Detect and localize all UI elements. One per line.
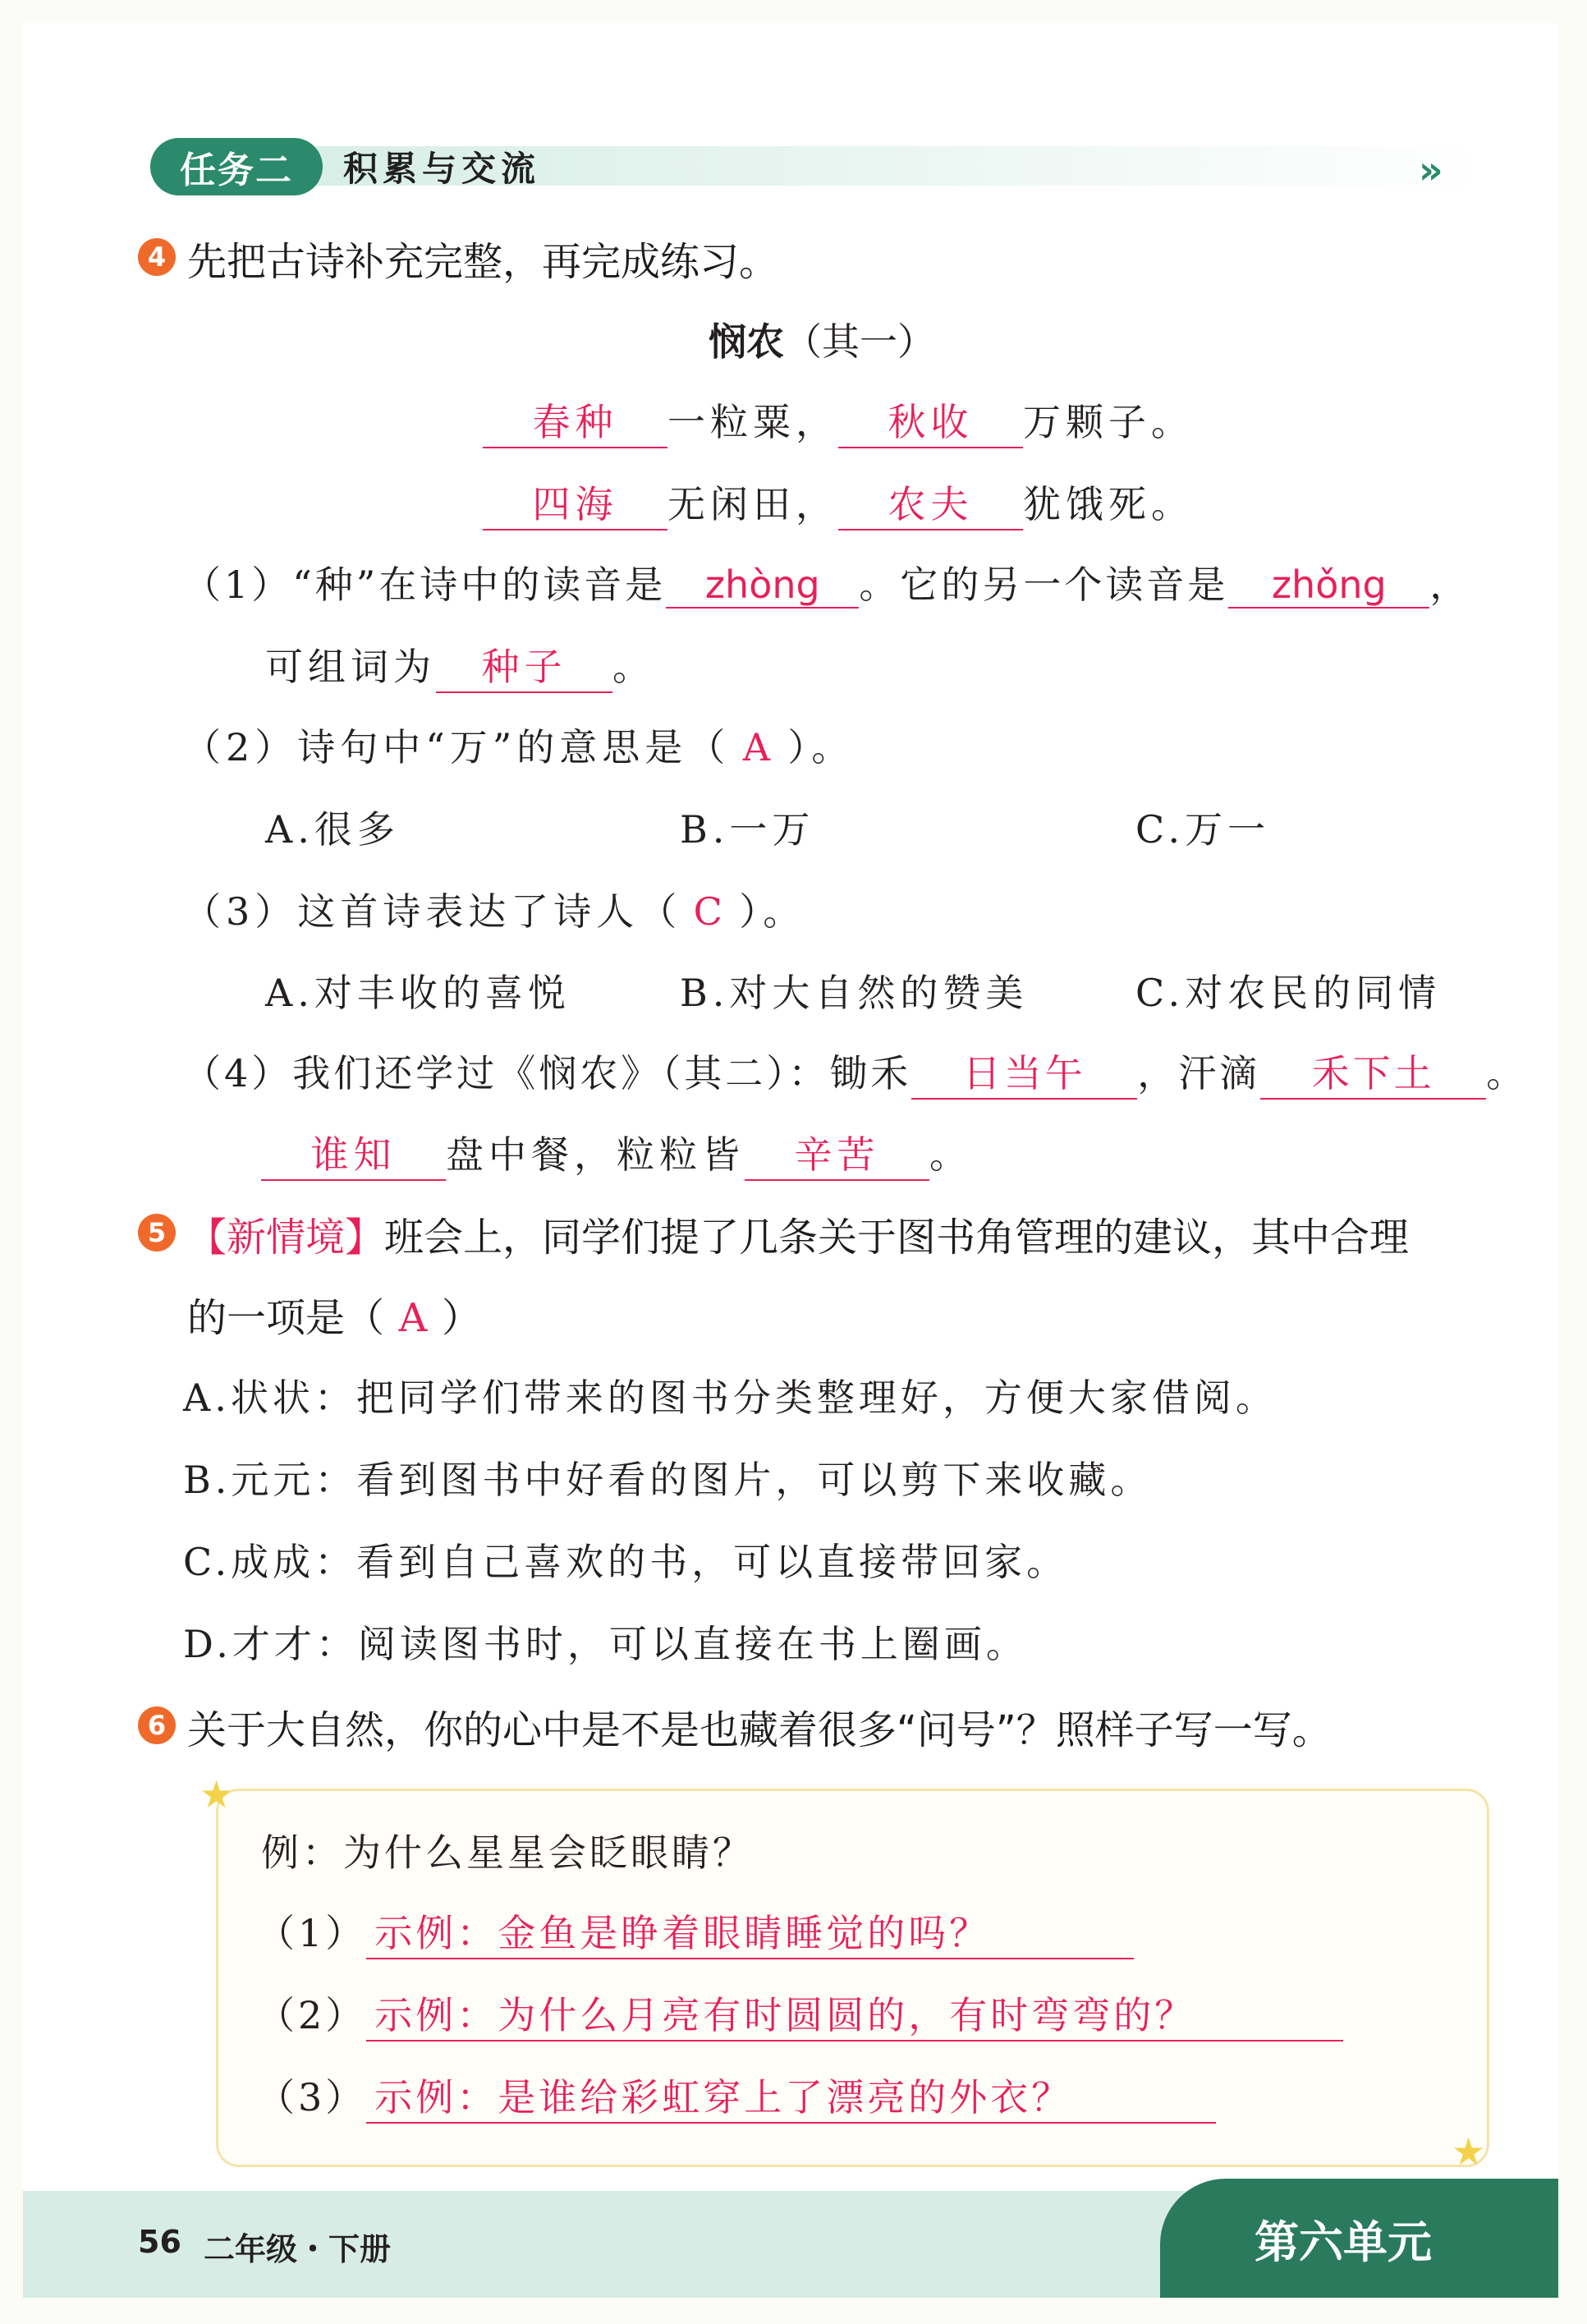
page-number: 56 — [138, 2224, 181, 2260]
task-label: 任务二 — [150, 138, 323, 195]
part-text: ）。 — [787, 725, 855, 769]
answer-blank: 谁知 — [261, 1125, 446, 1181]
part-text: （2）诗句中“万”的意思是（ — [183, 725, 731, 769]
q4-part3-option-c: C.对农民的同情 — [1135, 971, 1442, 1015]
q4-part3-option-b: B.对大自然的赞美 — [680, 971, 1029, 1015]
workbook-page — [23, 23, 1558, 2298]
question-number-badge: 5 — [138, 1214, 176, 1252]
poem-text: 一粒粟， — [667, 400, 838, 444]
poem-title: 悯农 — [709, 319, 784, 364]
q4-part3-option-a: A.对丰收的喜悦 — [265, 971, 571, 1015]
part-text: 可组词为 — [265, 645, 436, 689]
choice-answer: C — [693, 889, 727, 934]
unit-label: 第六单元 — [1254, 2216, 1432, 2268]
instruction-text: ） — [442, 1295, 482, 1341]
q5-option-b: B.元元：看到图书中好看的图片，可以剪下来收藏。 — [183, 1458, 1153, 1502]
answer-blank: 辛苦 — [745, 1125, 929, 1181]
item-label: （3） — [257, 2075, 367, 2120]
q4-part2-option-a: A.很多 — [265, 807, 400, 852]
poem-text: 犹饿死。 — [1023, 482, 1194, 526]
q4-part2-option-c: C.万一 — [1135, 807, 1271, 852]
answer-line-2 — [257, 1986, 1343, 2042]
poem-text: 无闲田， — [667, 482, 838, 526]
q4-part1-line1 — [183, 555, 1470, 609]
new-context-tag: 【新情境】 — [187, 1215, 385, 1261]
task-title: 积累与交流 — [343, 149, 541, 189]
answer-blank: 四海 — [483, 475, 667, 530]
question-instruction-cont — [187, 1286, 481, 1343]
answer-blank: 春种 — [483, 393, 667, 448]
star-icon: ★ — [200, 1772, 234, 1816]
choice-answer: A — [742, 725, 775, 769]
star-icon: ★ — [1452, 2129, 1486, 2174]
question-instruction: 关于大自然，你的心中是不是也藏着很多“问号”？照样子写一写。 — [187, 1707, 1332, 1753]
answer-blank: 禾下土 — [1260, 1044, 1486, 1100]
answer-blank: 秋收 — [838, 393, 1023, 448]
part-text: 。它的另一个读音是 — [859, 563, 1229, 607]
poem-line-1 — [483, 393, 1194, 448]
q4-part2-option-b: B.一万 — [680, 807, 815, 852]
answer-blank: 农夫 — [838, 475, 1023, 530]
poem-title-line — [709, 312, 935, 366]
answer-line-1 — [257, 1904, 1134, 1959]
answer-blank: 示例：金鱼是睁着眼睛睡觉的吗？ — [366, 1904, 1134, 1959]
item-label: （1） — [257, 1911, 367, 1955]
q4-part3 — [183, 882, 805, 936]
part-text: 盘中餐，粒粒皆 — [446, 1132, 745, 1177]
q4-part1-line2 — [265, 637, 655, 693]
part-text: （4）我们还学过《悯农》（其二）：锄禾 — [183, 1051, 912, 1095]
q5-option-a: A.状状：把同学们带来的图书分类整理好，方便大家借阅。 — [183, 1376, 1277, 1420]
choice-answer: A — [398, 1295, 428, 1341]
poem-text: 万颗子。 — [1023, 400, 1194, 444]
question-number-badge: 4 — [138, 238, 176, 276]
answer-line-3 — [257, 2068, 1216, 2124]
poem-line-2 — [483, 475, 1194, 530]
answer-blank: 示例：为什么月亮有时圆圆的，有时弯弯的？ — [366, 1986, 1343, 2042]
answer-blank: zhòng — [666, 563, 859, 609]
q4-part2 — [183, 718, 854, 772]
question-instruction: 先把古诗补充完整，再完成练习。 — [187, 239, 779, 285]
part-text: （3）这首诗表达了诗人（ — [183, 889, 682, 934]
double-chevron-icon: » — [1419, 148, 1443, 192]
answer-blank: 日当午 — [911, 1044, 1137, 1100]
part-text: 。 — [929, 1132, 972, 1177]
question-number-badge: 6 — [138, 1706, 176, 1744]
item-label: （2） — [257, 1993, 367, 2037]
q4-part4-line1 — [183, 1044, 1527, 1100]
answer-blank: 种子 — [436, 637, 612, 693]
instruction-text: 的一项是（ — [187, 1295, 385, 1341]
answer-blank: 示例：是谁给彩虹穿上了漂亮的外衣？ — [366, 2068, 1216, 2124]
answer-blank: zhǒng — [1228, 563, 1429, 609]
part-text: 。 — [612, 645, 655, 689]
q5-option-d: D.才才：阅读图书时，可以直接在书上圈画。 — [183, 1622, 1028, 1666]
grade-label: 二年级・下册 — [204, 2231, 392, 2267]
part-text: ）。 — [739, 889, 806, 934]
example-text: 例：为什么星星会眨眼睛？ — [261, 1830, 754, 1875]
q5-option-c: C.成成：看到自己喜欢的书，可以直接带回家。 — [183, 1540, 1069, 1584]
q4-part4-line2 — [261, 1125, 972, 1181]
poem-subtitle: （其一） — [784, 319, 935, 364]
part-text: ，汗滴 — [1137, 1051, 1261, 1095]
question-instruction — [187, 1206, 1409, 1262]
instruction-text: 班会上，同学们提了几条关于图书角管理的建议，其中合理 — [384, 1215, 1410, 1261]
part-text: （1）“种”在诗中的读音是 — [183, 563, 667, 607]
part-text: 。 — [1486, 1051, 1528, 1095]
part-text: ， — [1429, 563, 1471, 607]
